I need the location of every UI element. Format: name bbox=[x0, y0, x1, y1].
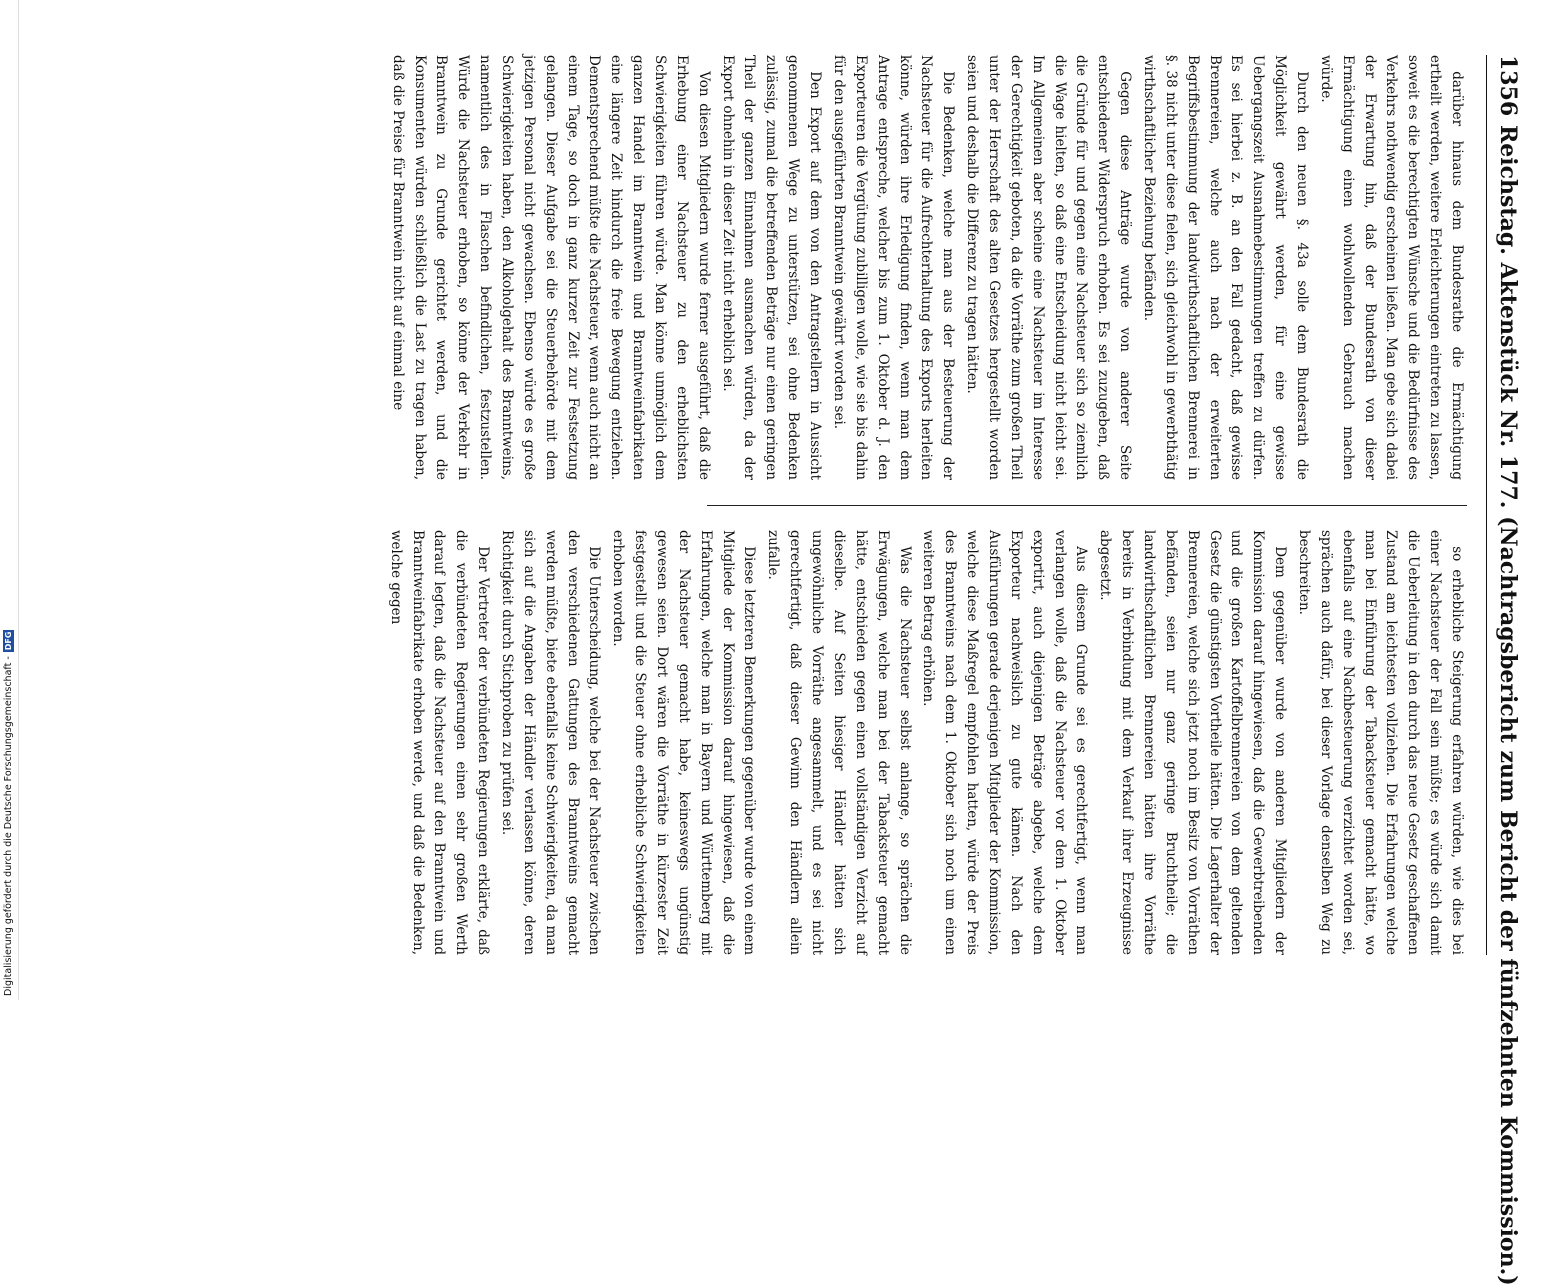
paragraph: Durch den neuen §. 43a solle dem Bundesrath die Möglichkeit gewährt werden, für eine gewisse Uebergangszeit Ausnahmebestimmungen treffen zu dürfen. Es sei hierbei z. B. an den Fall gedacht, daß gewisse Brennereien, welche auch nach der erweiterten Begriffsbestimmung der landwirthschaftlichen Brennerei in §. 38 nicht unter diese fielen, sich gleichwohl in gewerbthätig wirthschaftlicher Beziehung befänden. bbox=[1140, 55, 1310, 480]
paragraph: so erhebliche Steigerung erfahren würden, wie dies bei einer Nachsteuer der Fall sein müßte; es würde sich damit die Ueberleitung in den durch das neue Gesetz geschaffenen Zustand am leichtesten vollziehen. Die Erfahrungen welche man bei Einführung der Tabacksteuer gemacht hätte, wo ebenfalls auf eine Nachbesteuerung verzichtet worden sei, sprächen auch dafür, bei dieser Vorlage denselben Weg zu beschreiten. bbox=[1295, 530, 1465, 955]
page-header bbox=[1486, 55, 1527, 1286]
paragraph: Die Bedenken, welche man aus der Besteuerung der Nachsteuer für die Aufrechterhaltung des Exports herleiten könne, würden ihre Erledigung finden, wenn man dem Antrage entspreche, welcher bis zum 1. Oktober d. J. den Exporteuren die Vergütung zubilligen wolle, wie sie bis dahin für den ausgeführten Branntwein gewährt worden sei. bbox=[830, 55, 957, 480]
paragraph: Die Unterscheidung, welche bei der Nachsteuer zwischen den verschiedenen Gattungen des Branntweins gemacht werden müßte, biete ebenfalls keine Schwierigkeiten, da man sich auf die Angaben der Händler verlassen könne, deren Richtigkeit durch Stichproben zu prüfen sei. bbox=[499, 530, 603, 955]
paragraph: Was die Nachsteuer selbst anlange, so sprächen die Erwägungen, welche man bei der Tabacksteuer gemacht hätte, entschieden gegen einen vollständigen Verzicht auf dieselbe. Auf Seiten hiesiger Händler hätten sich ungewöhnliche Vorräthe angesammelt, und es sei nicht gerechtfertigt, daß dieser Gewinn den Händlern allein zufalle. bbox=[765, 530, 913, 955]
footer-credit-line bbox=[1, 6, 17, 996]
paragraph: darüber hinaus dem Bundesrathe die Ermächtigung ertheilt werden, weitere Erleichterungen eintreten zu lassen, soweit es die berechtigten Wünsche und die Bedürfnisse des Verkehrs nothwendig erscheinen ließen. Man gebe sich dabei der Erwartung hin, daß der Bundesrath von dieser Ermächtigung einen wohlwollenden Gebrauch machen würde. bbox=[1317, 55, 1465, 480]
paragraph: Dem gegenüber wurde von anderen Mitgliedern der Kommission darauf hingewiesen, daß die Gewerbtreibenden und die großen Kartoffelbrennereien von dem geltenden Gesetz die günstigsten Vortheile hätten. Die Lagerhalter der Brennereien, welche sich jetzt noch im Besitz von Vorräthen befänden, seien nur ganz geringe Bruchtheile; die landwirthschaftlichen Brennereien hätten ihre Vorräthe bereits in Verbindung mit dem Verkauf ihrer Erzeugnisse abgesetzt. bbox=[1097, 530, 1289, 955]
footer-credit: Digitalisierung gefördert durch die Deutsche Forschungsgemeinschaft - bbox=[3, 656, 14, 996]
right-column bbox=[117, 530, 1467, 955]
running-head: Reichstag. Aktenstück Nr. 177. (Nachtragsbericht zum Bericht der fünfzehnten Kommission.) bbox=[1495, 125, 1521, 1286]
document-page bbox=[90, 25, 1545, 1286]
paragraph: Von diesen Mitgliedern wurde ferner ausgeführt, daß die Erhebung einer Nachsteuer zu den erheblichsten Schwierigkeiten führen würde. Man könne unmöglich dem ganzen Handel im Branntwein und Branntweinfabrikaten eine längere Zeit hindurch die freie Bewegung entziehen. Dementsprechend müßte die Nachsteuer, wenn auch nicht an einem Tage, so doch in ganz kurzer Zeit zur Festsetzung gelangen. Dieser Aufgabe sei die Steuerbehörde mit dem jetzigen Personal nicht gewachsen. Ebenso würde es große Schwierigkeiten haben, den Alkoholgehalt des Branntweins, namentlich des in Flaschen befindlichen, festzustellen. Würde die Nachsteuer erhoben, so könne der Verkehr in Branntwein zu Grunde gerichtet werden, und die Konsumenten würden schließlich die Last zu tragen haben, daß die Preise für Branntwein nicht auf einmal eine bbox=[389, 55, 712, 480]
left-column bbox=[117, 55, 1467, 480]
paragraph: Diese letzteren Bemerkungen gegenüber wurde von einem Mitgliede der Kommission darauf hingewiesen, daß die Erfahrungen, welche man in Bayern und Württemberg mit der Nachsteuer gemacht habe, keineswegs ungünstig gewesen seien. Dort wären die Vorräthe in kürzester Zeit festgestellt und die Steuer ohne erhebliche Schwierigkeiten erhoben worden. bbox=[610, 530, 758, 955]
column-divider bbox=[707, 505, 1467, 506]
paragraph: Aus diesem Grunde sei es gerechtfertigt, wenn man verlangen wolle, daß die Nachsteuer vor dem 1. Oktober exportirt, auch diejenigen Beträge abgebe, welche dem Exporteur nachweislich zu gute kämen. Nach den Ausführungen gerade derjenigen Mitglieder der Kommission, welche diese Maßregel empfohlen hatten, würde der Preis des Branntweins nach dem 1. Oktober sich noch um einen weiteren Betrag erhöhen. bbox=[920, 530, 1090, 955]
digitization-footer bbox=[0, 0, 19, 1000]
paragraph: Der Vertreter der verbündeten Regierungen erklärte, daß die verbündeten Regierungen einen sehr großen Werth darauf legten, daß die Nachsteuer auf den Branntwein und Branntweinfabrikate erhoben werde, und daß die Bedenken, welche gegen bbox=[387, 530, 492, 955]
dfg-logo-icon: DFG bbox=[4, 631, 13, 651]
paragraph: Den Export auf dem von den Antragstellern in Aussicht genommenen Wege zu unterstützen, sei ohne Bedenken zulässig, zumal die betreffenden Beträge nur einen geringen Theil der ganzen Einnahmen ausmachen würden, da der Export ohnehin in dieser Zeit nicht erheblich sei. bbox=[719, 55, 824, 480]
paragraph: Gegen diese Anträge wurde von anderer Seite entschiedener Widerspruch erhoben. Es sei zuzugeben, daß die Gründe für und gegen eine Nachsteuer sich so ziemlich die Wage hielten, so daß eine Entscheidung nicht leicht sei. Im Allgemeinen aber scheine eine Nachsteuer im Interesse der Gerechtigkeit geboten, da die Vorräthe zum großen Theil unter der Herrschaft des alten Gesetzes hergestellt worden seien und deshalb die Differenz zu tragen hätten. bbox=[964, 55, 1134, 480]
page-number: 1356 bbox=[1495, 55, 1521, 117]
